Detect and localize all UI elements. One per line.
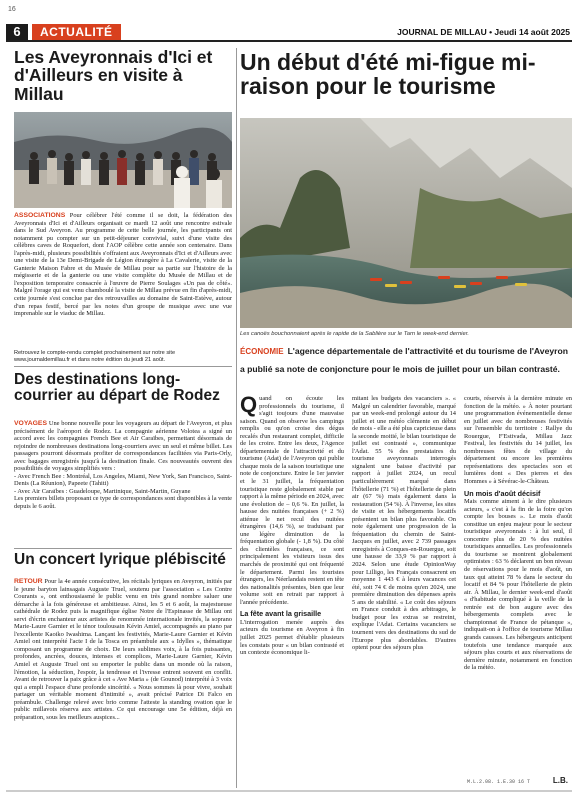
article-tourisme-dropcap: Q bbox=[240, 395, 258, 417]
article-tourisme-col3 bbox=[464, 395, 572, 775]
article-aveyronnais-kicker: ASSOCIATIONS bbox=[14, 212, 66, 219]
article-destinations-title: Des destinations long-courrier au départ de Rodez bbox=[14, 371, 220, 405]
destinations-list-item: - Avec Air Caraïbes : Guadeloupe, Martinique, Saint-Martin, Guyane bbox=[14, 487, 191, 495]
article-tourisme-kicker: ÉCONOMIE bbox=[240, 347, 284, 356]
article-aveyronnais-title: Les Aveyronnais d'Ici et d'Ailleurs en visite à Millau bbox=[14, 47, 213, 104]
article-tourisme-col3-text: courts, réservés à la dernière minute en fonction de la météo. » À noter pourtant une programmation événementielle dense en juillet avec de nombreuses festivités sur l'ensemble du territoire : Rallye du Rouergue, F'Estivada, Millau Jazz Festival, les festivités du 14 juillet, les nombreuses fêtes de village du département ou encore les premières représentations des spectacles son et lumières dont « Des pierres et des Hommes » à Sévérac-le-Château. bbox=[464, 395, 572, 486]
author-signature: L.B. bbox=[552, 776, 568, 785]
section-label: ACTUALITÉ bbox=[32, 24, 121, 40]
column-divider bbox=[236, 48, 237, 788]
article-tourisme-col1-after: L'interrogation menée auprès des acteurs du tourisme en Aveyron à fin juillet 2025 permet d'établir plusieurs les constats pour « un bilan contrasté et un contexte économique li- bbox=[240, 618, 344, 657]
top-page-marker: 16 bbox=[8, 6, 16, 13]
photo-caption: Les canoës bouchonnaient après le rapide de la Sablière sur le Tarn le week-end dernier. bbox=[240, 331, 470, 337]
article-destinations-text: Une bonne nouvelle pour les voyageurs au départ de l'Aveyron, et plus précisément de l'aéroport de Rodez. La compagnie aérienne Volotea a signé un accord avec les compagnies French Bee et Air Caraïbes, permettant désormais de rejoindre de nombreuses destinations long-courriers avec un seul et même billet. Les passagers pourront désormais profiter de correspondances facilitées via Paris-Orly, avec bagages enregistrés jusqu'à la destination finale. Ces nouveautés ouvrent des possibilités de voyages simplifiés vers : bbox=[14, 420, 232, 473]
page-header bbox=[0, 0, 578, 40]
article-concert-kicker: RETOUR bbox=[14, 578, 43, 585]
article-tourisme-col3-subheading: Un mois d'août décisif bbox=[464, 488, 541, 498]
article-aveyronnais-text: Pour célébrer l'été comme il se doit, la fédération des Aveyronnais d'Ici et d'Ailleurs organisait ce mardi 12 août une rencontre estivale dans le Sud Aveyron. Au programme de cette belle journée, les participants ont notamment pu compter sur un petit-déjeuner convivial, suivi d'une visite des célèbres caves de Roquefort, dont l'AOP célèbre cette année son centenaire. Dans l'après-midi, plusieurs possibilités s'offraient aux Aveyronnais d'Ici et d'Ailleurs avec une visite de la 13e Demi-Brigade de Légion étrangère à La Cavalerie, visite de la Ganterie Maison Fabre et du Musée de Millau pour sa partie sur l'histoire de la mégisserie et de la ganterie ou une visite complète du Musée de Millau et de l'exposition temporaire consacrée à l'œuvre de Pierre Soulages «Un pas de côté». Malgré l'orage qui est venu chamboulé la visite de Millau prévue en fin d'après-midi, cette journée s'est conclue par des retrouvailles au domaine de Saint-Estève, autour d'un repas festif, bercé par les notes d'un groupe de musique avec une vue imprenable sur le viaduc de Millau. bbox=[14, 212, 232, 318]
article-tourisme-col1-text: uand on écoute les professionnels du tourisme, il s'agit toujours d'une mauvaise saison. Quand on observe les campings remplis ou qu'on croise des dégus recalés d'un restaurant complet, difficile de les croire. Entre les deux, l'Agence départementale de l'attractivité et du tourisme (Adat) de l'Aveyron qui publie chaque mois de la saison touristique une note de conjoncture. Entre le 1er janvier et le 31 juillet, la fréquentation touristique reste globalement stable par rapport à la même période en 2024, avec une évolution de – 0,6 %. En juillet, la hausse des nuitées françaises (+ 2 %) atténue le net recul des nuitées étrangères (14,6 %), se traduisant par une légère diminution de la fréquentation globale (- 1,8 %). Du côté des clientèles françaises, ce sont principalement les visiteurs issus des marchés de proximité qui ont fréquenté le département. Parmi les touristes étrangers, les Néerlandais restent en tête des nationalités présentes, bien que leur volume soit en retrait par rapport à l'année précédente. bbox=[240, 395, 344, 606]
article-tourisme-col1-subheading: La fête avant la grisaille bbox=[240, 609, 322, 619]
article-tourisme-lead: L'agence départementale de l'attractivité et du tourisme de l'Aveyron a publié sa note de conjoncture pour le mois de juillet pour un bilan contrasté. bbox=[240, 346, 568, 374]
article-aveyronnais-body bbox=[14, 212, 232, 350]
print-code: M.L.2.08. 1.E.30 16 T bbox=[466, 779, 530, 785]
page-bottom-stripe bbox=[6, 790, 572, 792]
article-tourisme-col1 bbox=[240, 395, 344, 790]
article-concert-body bbox=[14, 578, 232, 788]
article-concert-text: Pour la 4e année consécutive, les récitals lyriques en Aveyron, initiés par le jeune baryton lainsagais Auguste Truel, soutenu par l'association « Les Contre Courants », ont enthousiasmé le public venu en très grand nombre saluer une démarche à la fois généreuse et ambitieuse. Ainsi, les 5 et 6 août, la majestueuse cathédrale de Rodez puis la magnifique église Notre de l'Espinasse de Millau ont servi d'écrin enchanteur aux artistes de renommée internationale invités, la soprano Marie-Laure Garnier et le ténor toulousain Kévin Amiel, accompagnés au piano par l'excellente Kaoiko Iwashima. Lançant les festivités, Marie-Laure Garnier et Kévin Amiel ont interprété l'acte I de la Tosca en préambule aux « Idylles », thématique composant un programme de choix. De leurs sublimes voix, à la fois puissantes, profondes, ancrées, douces, intenses et complices, Marie-Laure Garnier, Kévin Amiel et Auguste Truel ont su emporter le public dans un monde où la raison, l'émotion, la séduction, l'espoir, la tendresse et l'ivresse entrent souvent en conflit. Avant de retrouver la paix grâce à cet « Ave Maria » (de Gounod) interprété à 3 voix qui a empli l'espace d'une profonde sincérité. « Nous sommes là pour vivre, souhait partager un véritable moment d'intimité », avait précisé Patrice Di Falco en préambule. Challenge relevé avec brio comme l'atteste la standing ovation que le public millavois réserva aux artistes. Ce qui encourage une 5e édition, déjà en préparation, sous les meilleurs auspices... bbox=[14, 578, 232, 721]
article-tourisme-col2 bbox=[352, 395, 456, 790]
destinations-list-item: - Avec French Bee : Montréal, Los Angeles, Miami, New York, San Francisco, Saint-Denis (La Réunion), Papeete (Tahiti) bbox=[14, 472, 232, 488]
article-tourisme-col2-text: mitant les budgets des vacanciers ». « Malgré un calendrier favorable, marqué par un week-end prolongé autour du 14 juillet et une météo clémente en début de mois - elle a été plus capricieuse dans la seconde moitié, le bilan touristique de juillet est contrasté », communique l'Adat. 55 % des prestataires du tourisme aveyronnais interrogés signalent une baisse d'activité par rapport à juillet 2024, un recul particulièrement marqué dans l'hôtellerie (71 %) et l'hôtellerie de plein air (67 %) mais également dans la restauration (54 %). À l'inverse, les sites de visite et les hébergements locatifs présentent un bilan plus favorable. On note également une progression de la fréquentation du chemin de Saint-Jacques en juillet, avec 2 739 passages enregistrés à Conques-en-Rouergue, soit une hausse de 33,9 % par rapport à 2024. Selon une étude OpinionWay pour Lilligo, les Français consacrent en moyenne 1 443 € à leurs vacances cet été, soit 74 € de moins qu'en 2024, une première diminution des dépenses après 5 ans de stabilité. « Le coût des séjours en France conduit à des arbitrages, le budget pour les extras se restreint, explique l'Adat. Certains vacanciers se tournent vers des destinations du sud de l'Europe plus abordables. D'autres optent pour des séjours plus bbox=[352, 395, 456, 652]
journal-date: JOURNAL DE MILLAU • Jeudi 14 août 2025 bbox=[397, 27, 570, 37]
group-photo bbox=[14, 112, 232, 208]
article-tourisme-col3-after: Mais comme aiment à le dire plusieurs acteurs, « c'est à la fin de la foire qu'on compte les bouses ». Le mois d'août constitue un enjeu majeur pour le secteur touristique aveyronnais : à lui seul, il concentre plus de 20 % des nuitées touristiques annuelles. Les professionnels du tourisme se montrent globalement optimistes : 63 % déclarent un bon niveau de réservations pour le mois d'août, un taux qui atteint 78 % dans le secteur du locatif et 84 % pour l'hôtellerie de plein air. À Millau, le dernier week-end d'août « d'habitude compliqué à la veille de la rentrée est de bon augure avec des hébergements complets avec le championnat de France de pétanque », indiquait-on à l'office de tourisme Millau grands causses. Les hébergeurs anticipent toutefois une tendance marquée aux séjours plus courts et aux réservations de dernière minute, notamment en fonction de la météo. bbox=[464, 498, 572, 672]
article-aveyronnais-note: Retrouvez le compte-rendu complet prochainement sur notre site www.journaldemillau.fr et dans notre édition du jeudi 21 août. bbox=[14, 350, 176, 363]
article-tourisme-title: Un début d'été mi-figue mi-raison pour le tourisme bbox=[240, 49, 536, 100]
article-destinations-kicker: VOYAGES bbox=[14, 420, 47, 427]
article-concert-title: Un concert lyrique plébiscité bbox=[14, 551, 226, 568]
header-rule bbox=[6, 40, 572, 42]
article-tourisme-lead-block bbox=[240, 341, 572, 377]
separator bbox=[14, 548, 232, 549]
article-destinations-closing: Les premiers billets proposant ce type de correspondances sont disponibles à la vente depuis le 6 août. bbox=[14, 495, 232, 511]
page-number: 6 bbox=[6, 24, 28, 40]
group-photo-illustration bbox=[14, 112, 232, 208]
canoe-river-illustration bbox=[240, 118, 572, 328]
article-destinations-body bbox=[14, 420, 232, 546]
separator bbox=[14, 366, 232, 367]
canoe-river-photo bbox=[240, 118, 572, 328]
